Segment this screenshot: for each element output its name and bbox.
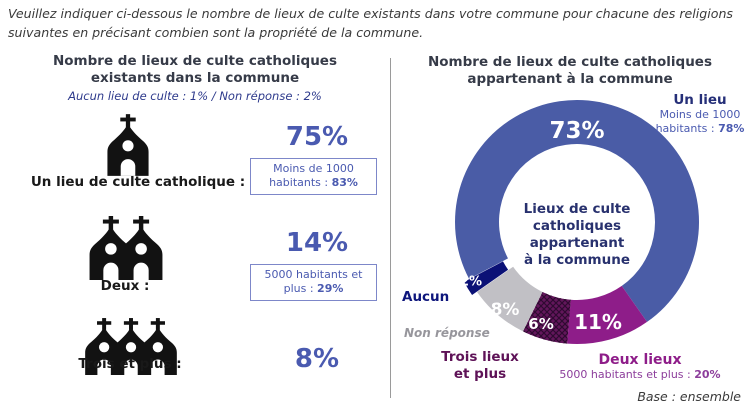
legend-un-lieu-note2-value: 78% [718, 121, 745, 135]
legend-trois-line1: Trois lieux [441, 349, 519, 365]
row-value-deux: 14% [285, 228, 349, 258]
row-value-un-lieu: 75% [285, 122, 349, 152]
note-line2-value: 83% [331, 176, 358, 190]
legend-deux-note-prefix: 5000 habitants et plus : [559, 368, 695, 381]
legend-deux-note-value: 20% [694, 368, 721, 381]
center-line4: à la commune [523, 251, 631, 268]
instruction-line-2: suivantes en précisant combien sont la propriété de la commune. [8, 24, 424, 40]
legend-un-lieu [651, 92, 749, 136]
right-title-line1: Nombre de lieux de culte catholiques [427, 54, 712, 70]
legend-un-lieu-note [651, 108, 749, 136]
legend-non-reponse: Non réponse [404, 326, 490, 340]
legend-trois-lieux [430, 349, 530, 383]
note-line2-prefix: plus : [283, 282, 318, 296]
row-label-trois: Trois et plus : [78, 356, 182, 372]
legend-un-lieu-note2 [651, 122, 749, 136]
base-note: Base : ensemble [637, 389, 741, 404]
legend-deux-note [550, 368, 730, 381]
center-line1: Lieux de culte [523, 201, 631, 217]
slice-value-deux-lieux: 11% [574, 310, 622, 334]
slice-value-aucun: 2% [459, 274, 483, 290]
note-line2 [253, 282, 374, 296]
legend-trois-line2: et plus [453, 365, 507, 382]
slice-value-un-lieu: 73% [549, 118, 605, 144]
note-box-deux [250, 264, 377, 301]
right-chart-title [400, 54, 740, 89]
note-box-un-lieu [250, 158, 377, 195]
one-church-icon [104, 114, 152, 180]
left-chart-panel [0, 48, 390, 412]
note-line1: Moins de 1000 [273, 162, 354, 175]
center-line3: appartenant [529, 234, 625, 251]
row-label-un-lieu: Un lieu de culte catholique : [30, 174, 246, 190]
left-title-line2: existants dans la commune [90, 70, 300, 87]
slice-value-trois-lieux: 6% [528, 315, 554, 333]
church-icon [86, 216, 166, 280]
legend-un-lieu-note1: Moins de 1000 [659, 108, 741, 121]
slice-value-non-reponse: 8% [490, 300, 520, 320]
donut-center-label [502, 201, 652, 269]
left-chart-title [26, 53, 364, 88]
left-chart-subtitle: Aucun lieu de culte : 1% / Non réponse : 2% [68, 89, 322, 103]
note-line2-value: 29% [317, 282, 344, 296]
note-line2-prefix: habitants : [269, 176, 332, 190]
note-line2 [253, 176, 374, 190]
two-churches-icon [86, 216, 166, 284]
row-label-deux: Deux : [100, 278, 150, 294]
right-title-line2: appartenant à la commune [467, 71, 673, 88]
instruction-line-1: Veuillez indiquer ci-dessous le nombre de lieux de culte existants dans votre commune pour chacune des religions [8, 6, 733, 21]
legend-un-lieu-title: Un lieu [673, 92, 727, 108]
left-title-line1: Nombre de lieux de culte catholiques [52, 53, 337, 69]
panel-divider [390, 58, 391, 398]
legend-un-lieu-note2-prefix: habitants : [655, 121, 719, 135]
page-instruction [8, 5, 748, 43]
row-value-trois: 8% [294, 344, 340, 374]
legend-aucun: Aucun [402, 289, 450, 305]
legend-deux-title: Deux lieux [598, 352, 682, 368]
right-chart-panel [392, 52, 749, 412]
church-icon [104, 114, 152, 176]
legend-deux-lieux [550, 352, 730, 381]
note-line1: 5000 habitants et [264, 268, 363, 281]
center-line2: catholiques [532, 217, 622, 234]
